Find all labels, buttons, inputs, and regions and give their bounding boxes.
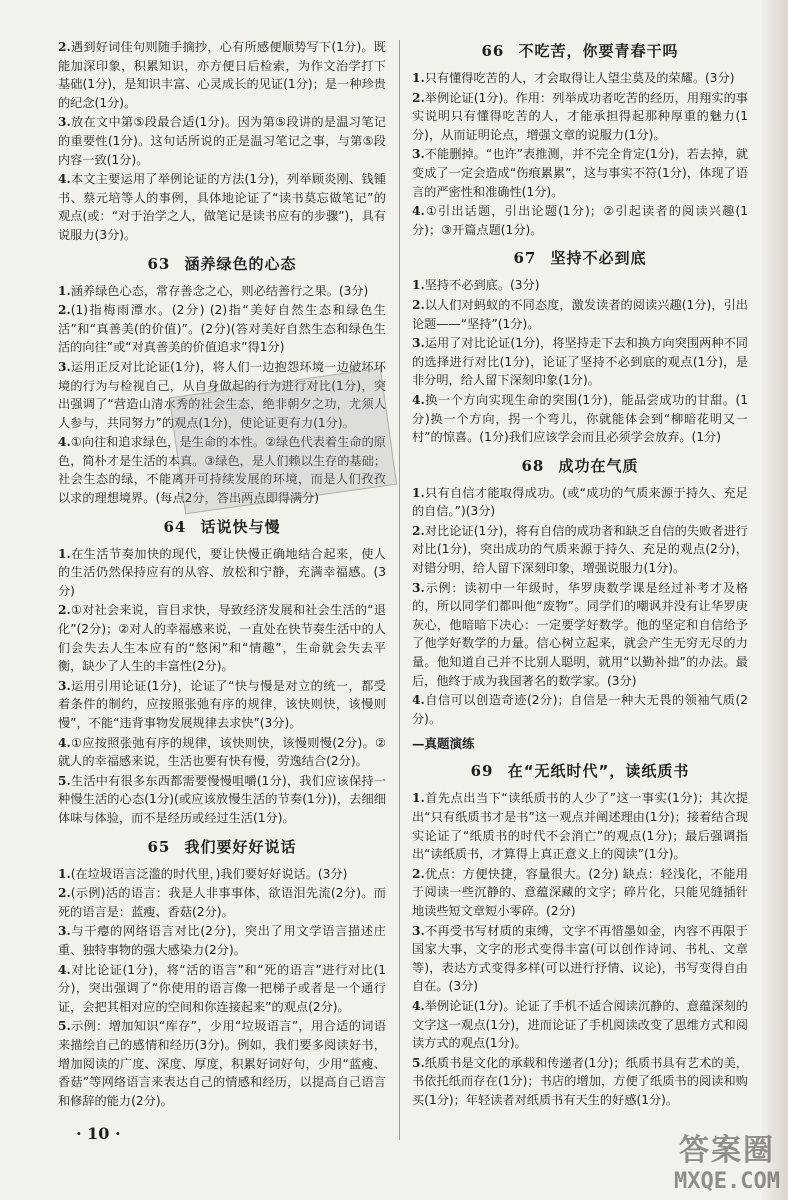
answer-number: 2. [58,603,71,618]
answer-number: 4. [58,962,71,977]
answer-item [412,922,748,996]
section-67-title: 坚持不必到底 [550,249,647,268]
answer-text: 以人们对蚂蚁的不同态度，激发读者的阅读兴趣(1分)，引出论题——“坚持”(1分)。 [412,297,748,331]
section-68-number: 68 [521,456,545,475]
answer-number: 1. [58,546,71,561]
answer-text: 纸质书是文化的承载和传递者(1分)；纸质书具有艺术的美，书依托纸而存在(1分)；书店的增加，方便了纸质书的阅读和购买(1分)；年轻读者对纸质书有天生的好感(1分)。 [412,1055,748,1107]
answer-item [58,884,386,921]
section-69-title: 在“无纸时代”，读纸质书 [507,762,690,781]
answer-item [58,922,386,959]
real-exam-label: —真题演练 [412,736,475,752]
answer-text: 换一个方向实现生命的突围(1分)，能品尝成功的甘甜。(1分)换一个方向，拐一个弯儿，你就能体会到“柳暗花明又一村”的惊喜。(1分)我们应该学会而且必须学会放弃。(1分) [412,392,748,445]
section-64-answers [58,545,386,828]
watermark-title: 答案圈 [679,1133,776,1168]
answer-text: 运用了对比论证(1分)，将坚持走下去和换方向突围两种不同的选择进行对比(1分)，论证了坚持不必到底的观点(1分)，是非分明，给人留下深刻印象(1分)。 [412,336,748,388]
answer-item [58,677,386,733]
column-divider [399,40,400,1140]
section-67-answers [412,276,748,446]
answer-item [58,772,386,828]
answer-text: 举例论证(1分)。论证了手机不适合阅读沉静的、意蕴深刻的文字这一观点(1分)，进而论证了手机阅读改变了思维方式和阅读方式的观点(1分)。 [412,998,748,1051]
answer-item [412,296,748,333]
answer-item [58,301,386,357]
watermark-url: MXQE.COM [674,1169,780,1194]
answer-item [412,276,748,295]
answer-text: 只有懂得吃苦的人，才会取得让人望尘莫及的荣耀。(3分) [424,71,735,85]
section-66-title: 不吃苦，你要青春干吗 [518,42,679,60]
section-69-heading [412,760,748,781]
answer-text: (示例)活的语言：我是人非事事体，欲语泪先流(2分)。而死的语言是：蓝瘦、香菇(2分)。 [58,886,386,919]
answer-number: 4. [412,693,425,708]
answer-item [412,579,748,691]
section-69-number: 69 [470,762,494,781]
answer-item [58,961,386,1017]
answer-number: 1. [412,278,425,293]
section-63-number: 63 [147,254,171,273]
answer-text: 举例论证(1分)。作用：列举成功者吃苦的经历，用翔实的事实说明只有懂得吃苦的人，才能承担得起那种厚重的魅力(1分)，从而证明论点，增强文章的说服力(1分)。 [412,90,748,142]
page-number: · 10 · [76,1124,121,1143]
answer-text: 运用正反对比论证(1分)，将人们一边抱怨环境一边破坏环境的行为与检视自己，从自身做起的行为进行对比(1分)，突出强调了“营造山清水秀的社会生态，绝非朝夕之功，尤须人人参与，共同努力”的观点(1分)，使论证更有力(1分)。 [58,359,386,430]
section-67-number: 67 [513,249,537,268]
answer-number: 4. [412,204,425,219]
answer-text: ①应按照张弛有序的规律，该快则快，该慢则慢(2分)。②就人的幸福感来说，生活也要有快有慢，劳逸结合(2分)。 [58,735,386,769]
section-65-number: 65 [147,837,171,856]
answer-number: 4. [58,435,71,450]
answer-text: 优点：方便快捷，容量很大。(2分) 缺点：轻浅化，不能用于阅读一些沉静的、意蕴深藏的文字；碎片化，只能见缝插针地读些短文章短小零碎。(2分) [412,866,748,918]
answer-item [58,601,386,675]
answer-text: 在生活节奏加快的现代，要让快慢正确地结合起来，使人的生活仍然保持应有的从容、放松和宁静，充满幸福感。(3分) [58,546,386,598]
answer-text: 生活中有很多东西都需要慢慢咀嚼(1分)，我们应该保持一种慢生活的心态(1分)(或应该放慢生活的节奏(1分))，去细细体味与体验，而不是经历或经过生活(1分)。 [58,773,386,825]
answer-text: 首先点出当下“读纸质书的人少了”这一事实(1分)；其次提出“只有纸质书才是书”这一观点并阐述理由(1分)；接着结合现实论证了“纸质书的时代不会消亡”的观点(1分)；最后强调指出“读纸质书，才算得上真正意义上的阅读”(1分)。 [412,791,748,862]
answer-number: 3. [58,359,71,374]
answer-number: 2. [412,297,425,312]
right-column [412,38,748,1111]
section-66-number: 66 [481,42,505,60]
answer-text: 对比论证(1分)，将有自信的成功者和缺乏自信的失败者进行对比(1分)，突出成功的气质来源于持久、充足的观点(2分)，对错分明，给人留下深刻印象，增强说服力(1分)。 [412,523,748,576]
answer-text: 遇到好词佳句则随手摘抄，心有所感便顺势写下(1分)。既能加深印象，积累知识，亦方便日后检索，为作文治学打下基础(1分)，是知识丰富、心灵成长的见证(1分)；是一种珍贵的纪念(1分)。 [58,40,386,110]
answer-item [412,484,748,521]
answer-number: 3. [412,580,425,595]
answer-number: 3. [412,923,425,938]
answer-number: 3. [412,147,425,162]
answer-text: ①对社会来说，盲目求快，导致经济发展和社会生活的“退化”(2分)；②对人的幸福感来说，一直处在快节奏生活中的人们会失去人生本应有的“悠闲”和“情趣”，生命就会失去平衡，缺少了人生的丰富性(2分)。 [58,603,386,674]
answer-item [412,145,748,201]
section-63-title: 涵养绿色的心态 [184,254,297,273]
section-68-answers [412,484,748,729]
answer-number: 1. [412,485,425,500]
book-spine-shadow [762,0,788,1200]
left-column [58,38,386,1111]
answer-item [58,170,386,244]
answer-item [412,865,748,921]
answer-text: 示例：增加知识“库存”，少用“垃圾语言”，用合适的词语来描绘自己的感情和经历(3分)。例如，我们要多阅读好书，增加阅读的广度、深度、厚度，积累好词好句，少用“蓝瘦、香菇”等网络语言来表达自己的情感和经历，以提高自己语言和修辞的能力(2分)。 [58,1019,386,1108]
answer-number: 4. [58,735,71,750]
answer-item [58,38,386,112]
answer-number: 4. [412,392,425,407]
answer-number: 1. [58,283,71,298]
answer-text: ①引出话题，引出论题(1分)；②引起读者的阅读兴趣(1分)；③开篇点题(1分)。 [412,204,748,237]
answer-number: 3. [412,336,425,351]
answer-number: 4. [58,172,71,187]
answer-number: 2. [58,303,71,318]
section-65-answers [58,865,386,1111]
section-67-heading [412,247,748,268]
answer-number: 5. [58,1019,71,1034]
section-65-title: 我们要好好说话 [184,837,297,856]
answer-text: 不再受书写材质的束缚，文字不再惜墨如金，内容不再限于国家大事，文字的形式变得丰富(可以创作诗词、书札、文章等)，表达方式变得多样(可以进行抒情、议论)，书写变得自由自在。(3分) [412,923,748,994]
answer-text: 与干瘪的网络语言对比(2分)，突出了用文学语言描述庄重、独特事物的强大感染力(2分)。 [58,924,386,957]
answer-text: (在垃圾语言泛滥的时代里，)我们要好好说话。(3分) [70,866,348,881]
answer-text: 本文主要运用了举例论证的方法(1分)，列举顾炎刚、钱锺书、蔡元培等人的事例，具体地论证了“读书莫忘做笔记”的观点(或：“对于治学之人，做笔记是读书应有的步骤”)，具有说服力(3分)。 [58,172,386,242]
answer-text: ①向往和追求绿色，是生命的本性。②绿色代表着生命的原色，简朴才是生活的本真。③绿色，是人们赖以生存的基础；社会生态的绿，不能离开可持续发展的环境，而是人们孜孜以求的理想境界。(每点2分，答出两点即得满分) [58,435,386,506]
answer-text: 运用引用论证(1分)，论证了“快与慢是对立的统一，都受着条件的制约，应按照张弛有序的规律，该快则快，该慢则慢”，不能“违背事物发展规律去求快”(3分)。 [58,678,386,730]
answer-number: 2. [412,90,425,105]
answer-item [58,865,386,884]
answer-item [58,734,386,771]
section-64-title: 话说快与慢 [200,517,281,536]
answer-text: 坚持不必到底。(3分) [424,278,540,293]
answer-text: (1)指梅雨潭水。(2分) (2)指“美好自然生态和绿色生活”和“真善美(的价值)”。(2分)(答对美好自然生态和绿色生活的向往”或“对真善美的价值追求”得1分) [58,303,386,355]
answer-item [412,789,748,863]
section-64-number: 64 [163,517,187,536]
answer-number: 2. [58,40,71,54]
section-64-heading [58,516,386,537]
section-69-answers [412,789,748,1109]
answer-text: 只有自信才能取得成功。(或“成功的气质来源于持久、充足的自信。”)(3分) [412,485,748,519]
answer-text: 对比论证(1分)，将“活的语言”和“死的语言”进行对比(1分)，突出强调了“你使用的语言像一把梯子或者是一个通行证，会把其相对应的空间和你连接起来”的观点(2分)。 [58,962,386,1014]
answer-item [58,282,386,301]
answer-item [412,69,748,88]
answer-number: 4. [412,998,425,1013]
answer-number: 1. [412,71,425,85]
answer-number: 2. [412,523,425,538]
answer-item [412,691,748,728]
answer-item [412,1054,748,1110]
answer-item [412,391,748,447]
answer-number: 3. [58,678,71,693]
answer-text: 涵养绿色心态，常存善念之心，则必结善行之果。(3分) [70,283,369,298]
section-65-heading [58,836,386,857]
answer-number: 5. [58,773,71,788]
answer-text: 不能删掉。“也许”表推测，并不完全肯定(1分)，若去掉，就变成了一定会造成“伤痕累累”，这与事实不符(1分)，体现了语言的严密性和准确性(1分)。 [412,147,748,199]
answer-item [58,1017,386,1110]
answer-number: 5. [412,1055,425,1070]
section-68-title: 成功在气质 [558,456,639,475]
section-68-heading [412,455,748,476]
answer-text: 放在文中第⑤段最合适(1分)。因为第⑤段讲的是温习笔记的重要性(1分)。这句话所说的正是温习笔记之事，与第⑤段内容一致(1分)。 [58,115,386,167]
answer-item [412,522,748,578]
answer-number: 2. [412,866,425,881]
section-66-answers [412,69,748,239]
answer-text: 示例：读初中一年级时，华罗庚数学课是经过补考才及格的，所以同学们都叫他“废物”。同学们的嘲讽并没有让华罗庚灰心，他暗暗下决心：一定要学好数学。他的坚定和自信给予了他学好数学的力量。信心树立起来，就会产生无穷无尽的力量。他知道自己并不比别人聪明，就用“以勤补拙”的办法。最后，他终于成为我国著名的数学家。(3分) [412,580,748,688]
answer-item [412,334,748,390]
answer-number: 3. [58,115,71,130]
answer-item [58,113,386,169]
answer-item [412,997,748,1053]
answer-item [412,89,748,145]
answer-group-prev [58,38,386,245]
answer-text: 自信可以创造奇迹(2分)；自信是一种大无畏的领袖气质(2分)。 [412,693,748,726]
section-66-heading [412,40,748,61]
answer-number: 3. [58,924,71,939]
answer-item [58,545,386,601]
answer-number: 2. [58,886,71,901]
answer-number: 1. [412,791,425,806]
site-watermark-logo [674,1125,780,1194]
section-63-heading [58,253,386,274]
answer-item [412,202,748,239]
answer-number: 1. [58,866,71,881]
